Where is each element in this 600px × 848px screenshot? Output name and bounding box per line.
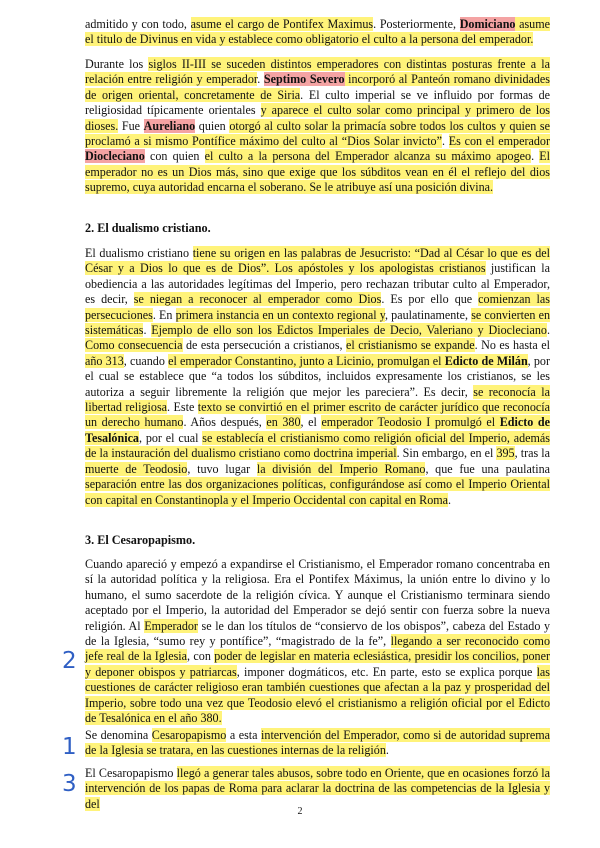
text-run: con quien bbox=[144, 149, 205, 164]
emperor-name-highlight: Aureliano bbox=[143, 118, 196, 133]
text-run: . Es por ello que bbox=[381, 292, 479, 307]
handwritten-number-1: 1 bbox=[62, 734, 77, 760]
text-run: . En bbox=[152, 307, 176, 322]
text-run: justifican la obediencia a las autoridades legítimas del Imperio, pero rechazan tributar culto al Emperador, es decir, bbox=[85, 261, 551, 307]
section-heading-dualismo: 2. El dualismo cristiano. bbox=[85, 221, 211, 235]
text-run: se le dan los títulos de “consiervo de los obispos”, cabeza del Estado y de la Iglesia, “sumo rey y pontífice”, “magistrado de la fe”, bbox=[85, 618, 550, 649]
highlighted-text: Jesucristo: “Dad al César lo que es del César y a Dios lo que es de Dios”. Los apóstoles y los apologistas bbox=[85, 246, 551, 276]
text-run: , cuando bbox=[123, 353, 169, 368]
text-run: Fue bbox=[118, 118, 144, 133]
highlighted-text: Edicto de Tesalónica bbox=[85, 415, 550, 445]
text-run: , con bbox=[187, 649, 215, 664]
highlighted-text: se reconocía la libertad religiosa bbox=[85, 384, 550, 415]
highlighted-text: tiene su origen en las palabras de bbox=[192, 246, 360, 260]
text-run: . Sin embargo, en el bbox=[396, 446, 497, 461]
highlighted-text: año 313 bbox=[85, 353, 124, 368]
highlighted-text: separación entre las dos organizaciones políticas, configurándose así como el Imperio Oriental con capital en Constantinopla y el Imperio Occidental con capital en Roma bbox=[85, 477, 550, 507]
paragraph-emperor-pontifex bbox=[85, 17, 550, 48]
highlighted-text: las cuestiones de carácter religioso eran también cuestiones que afectan a la paz y prosperidad del Imperio, sobre todo una vez que Teodosio elevó el cristianismo a religión oficial por el Edicto de Tesalónica en el año 380. bbox=[85, 664, 550, 726]
highlighted-text: siglos II-III se suceden distintos emperadores con distintas posturas frente a la relación entre religión y emperador bbox=[85, 57, 550, 87]
text-run: , imponer dogmáticos, etc. En parte, esto se explica porque bbox=[236, 664, 537, 679]
highlighted-text: titulo de Divinus en vida y establece como obligatorio el culto a la persona del emperador. bbox=[93, 32, 534, 47]
text-run: , que fue una paulatina bbox=[425, 461, 550, 476]
text-run: . bbox=[531, 149, 540, 164]
highlighted-text: comienzan las persecuciones bbox=[85, 292, 550, 322]
highlighted-text: se niegan a reconocer al emperador como Dios bbox=[133, 292, 382, 307]
highlighted-text: llegando a ser reconocido como jefe real de la Iglesia bbox=[85, 634, 550, 664]
highlighted-text: muerte de Teodosio bbox=[85, 461, 188, 476]
emperor-name-highlight: Diocleciano bbox=[85, 149, 145, 164]
highlighted-text: incorporó al Panteón romano divinidades de origen oriental, concretamente de Siria bbox=[85, 72, 550, 102]
text-run: a esta bbox=[226, 728, 262, 742]
text-run: . bbox=[143, 323, 152, 338]
handwritten-number-3: 3 bbox=[62, 771, 77, 797]
paragraph-cesaropapismo-definicion bbox=[85, 728, 550, 759]
text-run: . bbox=[448, 492, 452, 507]
text-run: de esta persecución a cristianos, bbox=[182, 338, 347, 353]
highlighted-text: y aparece el culto solar como principal y primero de los dioses. bbox=[85, 103, 550, 133]
text-run: , paulatinamente, bbox=[385, 307, 472, 322]
text-run: . bbox=[257, 72, 264, 87]
text-run: Cuando apareció y empezó a expandirse el Cristianismo, el Emperador romano concentraba en sí la autoridad política y la religiosa. Era el Pontifex Máximus, la unión entre lo divino y lo humano, el sumo sacerdote de la religión cívica. Y aunque el Cristianismo terminara siendo aceptado por el Imperio, la autoridad del Emperador se dejó sentir con fuerza sobre la nueva religión. Al bbox=[85, 557, 550, 633]
highlighted-text: la división del Imperio Romano bbox=[256, 461, 426, 476]
highlighted-text: primera instancia en un contexto regional y bbox=[175, 307, 385, 322]
highlighted-text: el emperador Constantino, junto a Licinio, promulgan el bbox=[168, 353, 445, 368]
highlighted-text: Cesaropapismo bbox=[151, 728, 227, 742]
text-run: . bbox=[385, 743, 389, 758]
text-run: , por el cual bbox=[138, 430, 203, 445]
highlighted-text: texto se convirtió en el primer escrito de carácter jurídico que reconocía un derecho humano bbox=[85, 400, 550, 430]
text-run: quien bbox=[195, 118, 230, 133]
highlighted-text: poder de legislar en materia eclesiástica, presidir los concilios, poner y deponer obispos y patriarcas bbox=[85, 649, 551, 679]
highlighted-text: el culto a la persona del Emperador alcanza su máximo apogeo bbox=[204, 149, 532, 164]
text-run: , tras la bbox=[514, 446, 550, 461]
highlighted-text: Emperador bbox=[144, 618, 198, 633]
highlighted-text: intervención del Emperador, como si de autoridad suprema de la Iglesia se tratara, en las cuestiones internas de la religión bbox=[85, 728, 550, 758]
text-run: . bbox=[441, 134, 449, 149]
highlighted-text: se establecía el cristianismo como religión oficial del Imperio, además de la instauración del dualismo cristiano como doctrina imperial bbox=[85, 430, 551, 461]
text-run: . No es hasta el bbox=[474, 338, 550, 353]
paragraph-siglos-ii-iii bbox=[85, 57, 550, 196]
paragraph-cesaropapismo-intro bbox=[85, 557, 550, 726]
text-run: El Cesaropapismo bbox=[85, 766, 177, 780]
highlighted-text: Es con el emperador bbox=[448, 134, 550, 149]
text-run: . Años después, bbox=[183, 415, 267, 430]
text-run: , por el cual se establece que “a todos los súbditos, incluidos expresamente los cristianos, se les autoriza a seguir libremente la religión que mejor les pareciera”. Es decir, bbox=[85, 353, 550, 399]
highlighted-text: se convierten en sistemáticas bbox=[85, 307, 551, 338]
text-run: Durante los bbox=[85, 57, 149, 71]
emperor-name-highlight: Domiciano bbox=[459, 17, 516, 31]
handwritten-number-2: 2 bbox=[62, 648, 77, 674]
highlighted-text: Como consecuencia bbox=[85, 338, 183, 353]
text-run: , tuvo lugar bbox=[187, 461, 257, 476]
text-run: . Este bbox=[167, 400, 198, 415]
text-run: . bbox=[546, 323, 550, 338]
highlighted-text: Ejemplo de ello son los Edictos Imperiales de Decio, Valeriano y Diocleciano bbox=[151, 323, 547, 338]
section-heading-cesaropapismo: 3. El Cesaropapismo. bbox=[85, 533, 196, 547]
highlighted-text: cristianos bbox=[433, 261, 486, 276]
highlighted-text: asume el bbox=[85, 17, 551, 47]
paragraph-dualismo-cristiano bbox=[85, 246, 550, 508]
highlighted-text: en 380 bbox=[266, 415, 301, 430]
highlighted-text: Edicto de Milán bbox=[444, 353, 528, 368]
text-run: , el bbox=[300, 415, 322, 430]
emperor-name-highlight: Septimo Severo bbox=[263, 72, 345, 87]
highlighted-text: otorgó al culto solar la primacía sobre todos los cultos y quien se proclamó a si mismo Pontífice máximo del culto al “Dios Solar invicto” bbox=[85, 118, 551, 149]
highlighted-text: 395 bbox=[496, 446, 515, 461]
highlighted-text: emperador Teodosio I promulgó el bbox=[321, 415, 500, 430]
text-run: . Posteriormente, bbox=[373, 17, 460, 31]
page-number: 2 bbox=[297, 806, 303, 817]
text-run: El dualismo cristiano bbox=[85, 246, 193, 260]
text-run: . El culto imperial se ve influido por formas de religiosidad típicamente orientales bbox=[85, 87, 550, 118]
highlighted-text: El emperador no es un Dios más, sino que exige que los súbditos vean en él el reflejo del dios supremo, cuya autoridad encarna el soberano. Se le atribuye así una posición divina. bbox=[85, 149, 551, 195]
text-run: admitido y con todo, bbox=[85, 17, 191, 31]
text-run: Se denomina bbox=[85, 728, 152, 742]
highlighted-text: el cristianismo se expande bbox=[346, 338, 475, 353]
highlighted-text: asume el cargo de Pontifex Maximus bbox=[190, 17, 374, 31]
highlighted-text: llegó a generar tales abusos, sobre todo en Oriente, que en ocasiones forzó la intervención de los papas de Roma para aclarar la doctrina de las competencias de la Iglesia y del bbox=[85, 766, 551, 811]
